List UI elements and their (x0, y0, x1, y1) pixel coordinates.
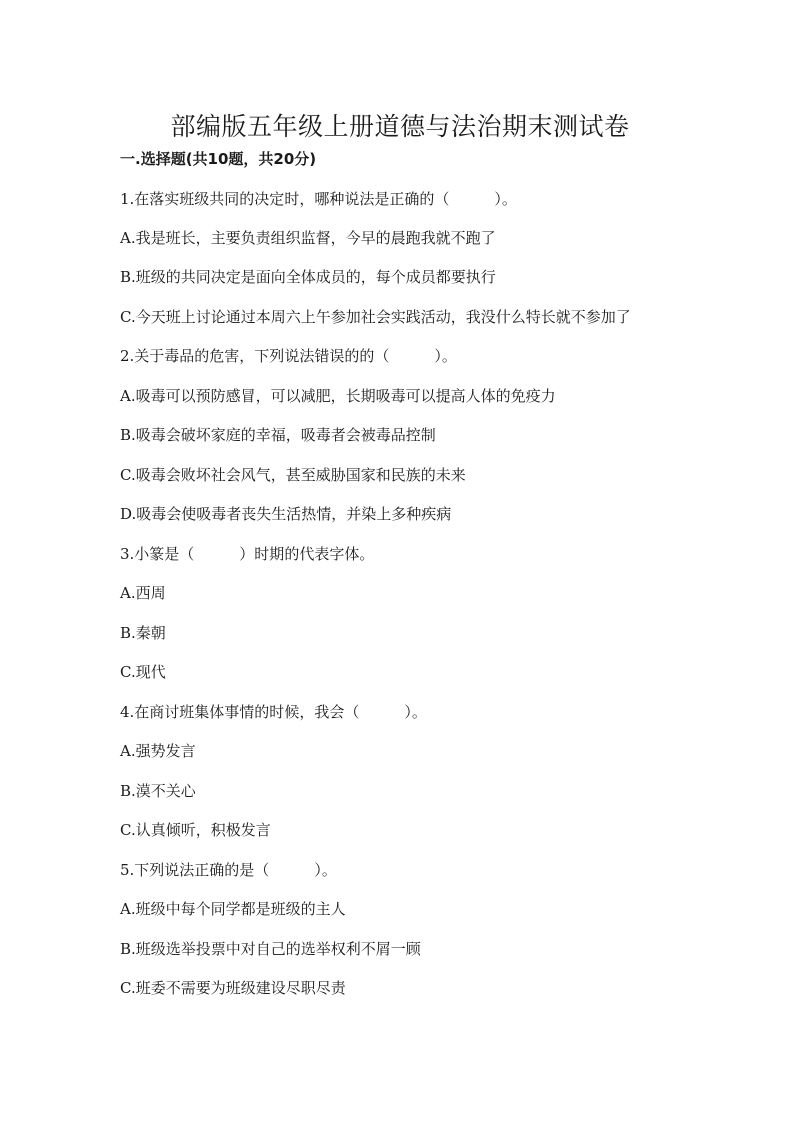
question-4-stem: 4.在商讨班集体事情的时候，我会（ ）。 (120, 703, 427, 721)
question-3-option-c: C.现代 (120, 663, 166, 681)
question-1-option-a: A.我是班长，主要负责组织监督，今早的晨跑我就不跑了 (120, 229, 496, 247)
question-2-option-b: B.吸毒会破坏家庭的幸福，吸毒者会被毒品控制 (120, 426, 436, 444)
question-3-option-a: A.西周 (120, 584, 166, 602)
question-3-stem: 3.小篆是（ ）时期的代表字体。 (120, 545, 375, 563)
question-1-stem: 1.在落实班级共同的决定时，哪种说法是正确的（ ）。 (120, 190, 517, 208)
question-4-option-a: A.强势发言 (120, 742, 196, 760)
question-4-option-c: C.认真倾听，积极发言 (120, 821, 271, 839)
section-heading: 一.选择题(共10题，共20分) (120, 150, 317, 168)
question-5-option-b: B.班级选举投票中对自己的选举权利不屑一顾 (120, 940, 421, 958)
question-1-option-c: C.今天班上讨论通过本周六上午参加社会实践活动，我没什么特长就不参加了 (120, 308, 631, 326)
question-2-option-d: D.吸毒会使吸毒者丧失生活热情，并染上多种疾病 (120, 505, 452, 523)
question-3-option-b: B.秦朝 (120, 624, 166, 642)
question-2-stem: 2.关于毒品的危害，下列说法错误的的（ ）。 (120, 347, 457, 365)
question-2-option-a: A.吸毒可以预防感冒，可以减肥，长期吸毒可以提高人体的免疫力 (120, 387, 556, 405)
question-4-option-b: B.漠不关心 (120, 782, 196, 800)
page-title: 部编版五年级上册道德与法治期末测试卷 (170, 111, 630, 141)
question-5-stem: 5.下列说法正确的是（ ）。 (120, 861, 337, 879)
question-5-option-c: C.班委不需要为班级建设尽职尽责 (120, 979, 346, 997)
question-1-option-b: B.班级的共同决定是面向全体成员的，每个成员都要执行 (120, 268, 496, 286)
question-2-option-c: C.吸毒会败坏社会风气，甚至威胁国家和民族的未来 (120, 466, 466, 484)
question-5-option-a: A.班级中每个同学都是班级的主人 (120, 900, 346, 918)
